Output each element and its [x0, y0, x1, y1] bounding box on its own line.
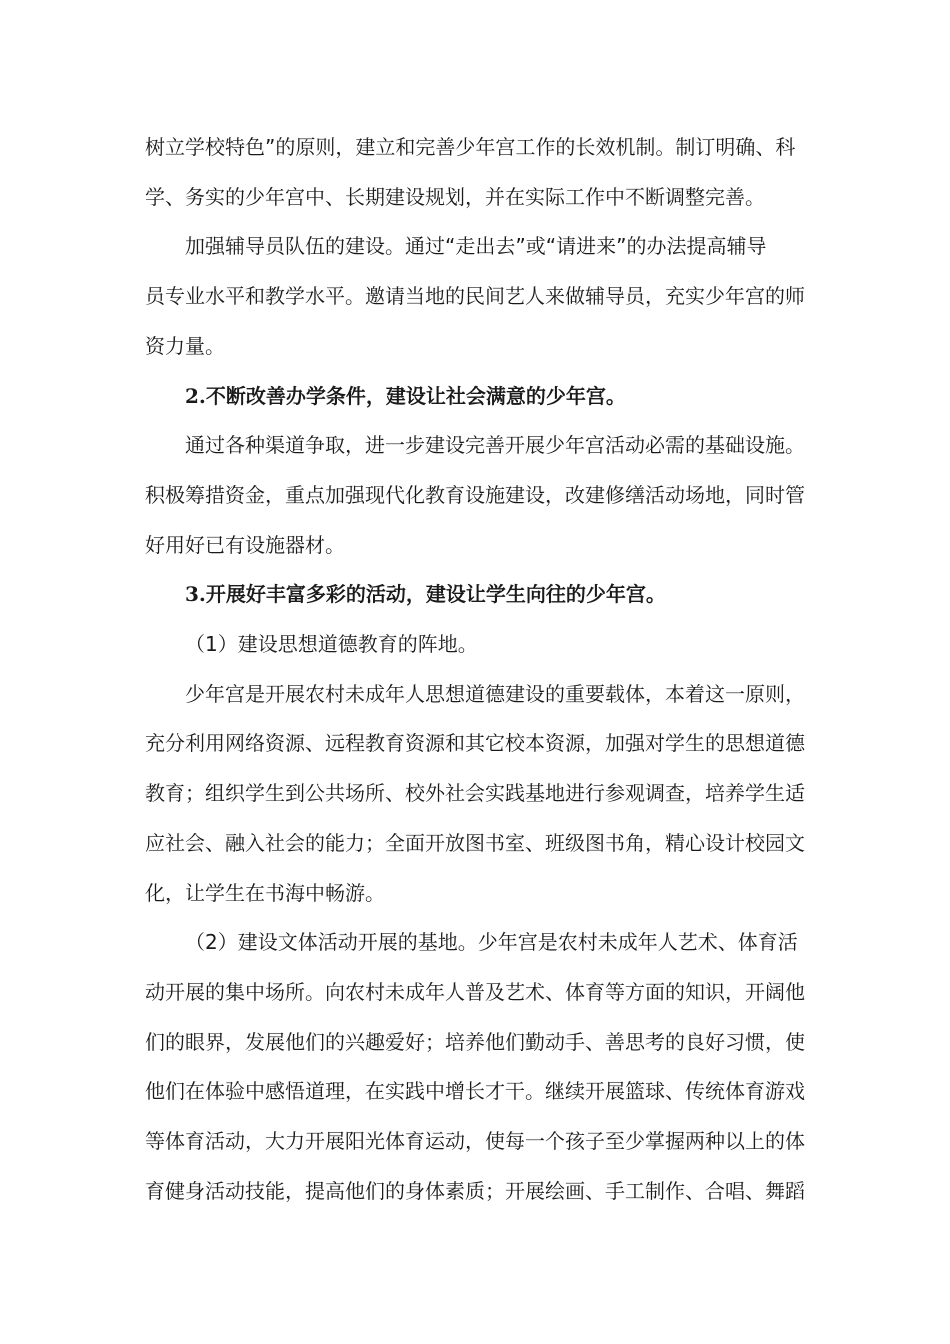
text-line: 积极筹措资金，重点加强现代化教育设施建设，改建修缮活动场地，同时管: [145, 482, 805, 507]
paragraph-moral-education: [145, 670, 805, 919]
section-heading-2: [145, 372, 805, 422]
text-line: 树立学校特色”的原则，建立和完善少年宫工作的长效机制。制订明确、科: [145, 135, 796, 159]
section-number: 3.: [185, 582, 206, 607]
document-body: [145, 123, 805, 1216]
text-line: 学、务实的少年宫中、长期建设规划，并在实际工作中不断调整完善。: [145, 184, 765, 209]
text-line: 们的眼界，发展他们的兴趣爱好；培养他们勤动手、善思考的良好习惯，使: [145, 1029, 805, 1054]
paragraph-sports-arts: [145, 918, 805, 1216]
paragraph-counselor-team: [145, 222, 805, 371]
section-heading-text: 开展好丰富多彩的活动，建设让学生向往的少年宫。: [205, 582, 666, 607]
text-line: 化，让学生在书海中畅游。: [145, 880, 385, 905]
paragraph-facilities: [145, 421, 805, 570]
text-line: 等体育活动，大力开展阳光体育运动，使每一个孩子至少掌握两种以上的体: [145, 1129, 805, 1154]
text-line: 育健身活动技能，提高他们的身体素质；开展绘画、手工制作、合唱、舞蹈: [145, 1178, 805, 1203]
text-line: 加强辅导员队伍的建设。通过“走出去”或“请进来”的办法提高辅导: [185, 234, 767, 259]
section-number: 2.: [185, 383, 206, 408]
text-line: 应社会、融入社会的能力；全面开放图书室、班级图书角，精心设计校园文: [145, 830, 805, 855]
section-heading-text: 不断改善办学条件，建设让社会满意的少年宫。: [205, 383, 626, 408]
text-line: 动开展的集中场所。向农村未成年人普及艺术、体育等方面的知识，开阔他: [145, 979, 805, 1004]
text-line: 通过各种渠道争取，进一步建设完善开展少年宫活动必需的基础设施。: [185, 433, 805, 458]
text-line: 少年宫是开展农村未成年人思想道德建设的重要载体，本着这一原则，: [185, 681, 805, 706]
text-line: 充分利用网络资源、远程教育资源和其它校本资源，加强对学生的思想道德: [145, 731, 805, 756]
subheading-1: （1）建设思想道德教育的阵地。: [185, 632, 478, 657]
text-line: （2）建设文体活动开展的基地。少年宫是农村未成年人艺术、体育活: [185, 930, 798, 955]
text-line: 教育；组织学生到公共场所、校外社会实践基地进行参观调查，培养学生适: [145, 781, 805, 806]
section-heading-3: [145, 570, 805, 620]
paragraph-continuation: [145, 123, 805, 222]
text-line: 资力量。: [145, 333, 225, 358]
text-line: 员专业水平和教学水平。邀请当地的民间艺人来做辅导员，充实少年宫的师: [145, 284, 805, 309]
text-line: 好用好已有设施器材。: [145, 532, 345, 557]
text-line: 他们在体验中感悟道理，在实践中增长才干。继续开展篮球、传统体育游戏: [145, 1079, 805, 1104]
